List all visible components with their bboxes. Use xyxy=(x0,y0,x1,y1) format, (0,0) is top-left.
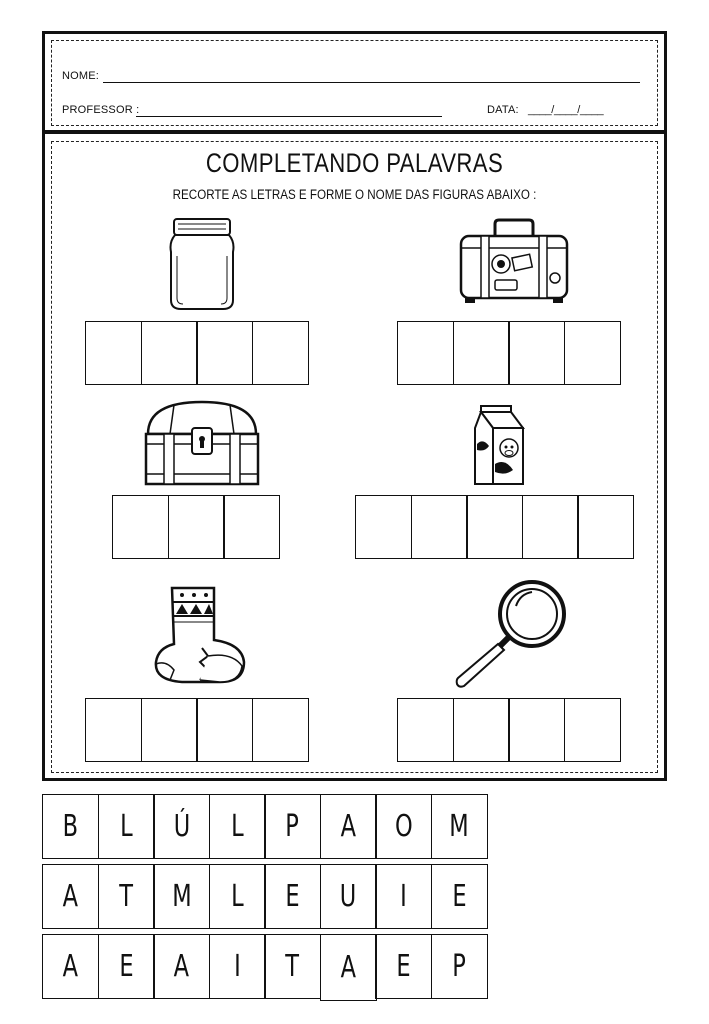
answer-box[interactable] xyxy=(564,698,621,762)
answer-box[interactable] xyxy=(223,495,280,559)
answer-box[interactable] xyxy=(196,321,253,385)
name-line xyxy=(103,82,640,83)
answer-box[interactable] xyxy=(196,698,253,762)
answer-box[interactable] xyxy=(252,321,309,385)
letter-tile[interactable]: Ú xyxy=(153,794,210,859)
answer-box[interactable] xyxy=(508,698,565,762)
teacher-line xyxy=(136,116,442,117)
letter-tile[interactable]: A xyxy=(42,934,99,999)
letter-tile[interactable]: E xyxy=(431,864,488,929)
magnifying-glass-icon xyxy=(454,578,568,690)
letter-tile[interactable]: M xyxy=(431,794,488,859)
answer-box[interactable] xyxy=(466,495,523,559)
letter-tile[interactable]: P xyxy=(264,794,321,859)
letter-tile[interactable]: O xyxy=(375,794,432,859)
answer-box[interactable] xyxy=(85,321,142,385)
sock-icon xyxy=(152,582,248,686)
answer-box[interactable] xyxy=(168,495,225,559)
letter-tile[interactable]: I xyxy=(209,934,266,999)
answer-box[interactable] xyxy=(453,698,510,762)
answer-boxes-sock[interactable] xyxy=(85,698,307,762)
letter-tile[interactable]: A xyxy=(320,934,377,1001)
answer-boxes-jar[interactable] xyxy=(85,321,307,385)
teacher-label: PROFESSOR : xyxy=(62,104,140,116)
letter-tile[interactable]: A xyxy=(42,864,99,929)
date-label: DATA: xyxy=(487,104,519,116)
letter-tile[interactable]: E xyxy=(98,934,155,999)
answer-boxes-magnifier[interactable] xyxy=(397,698,619,762)
milk-carton-icon xyxy=(471,404,531,488)
answer-boxes-suitcase[interactable] xyxy=(397,321,619,385)
letter-tile[interactable]: L xyxy=(209,864,266,929)
letter-tile[interactable]: T xyxy=(98,864,155,929)
answer-box[interactable] xyxy=(252,698,309,762)
letter-tile[interactable]: L xyxy=(98,794,155,859)
letter-tile[interactable]: P xyxy=(431,934,488,999)
answer-box[interactable] xyxy=(355,495,412,559)
answer-box[interactable] xyxy=(508,321,565,385)
letter-tile[interactable]: E xyxy=(375,934,432,999)
answer-box[interactable] xyxy=(411,495,468,559)
letter-tile[interactable]: E xyxy=(264,864,321,929)
answer-box[interactable] xyxy=(112,495,169,559)
answer-box[interactable] xyxy=(141,698,198,762)
letter-tile[interactable]: L xyxy=(209,794,266,859)
jar-icon xyxy=(165,216,239,312)
answer-box[interactable] xyxy=(522,495,579,559)
answer-box[interactable] xyxy=(564,321,621,385)
treasure-chest-icon xyxy=(140,398,264,488)
answer-box[interactable] xyxy=(397,698,454,762)
answer-box[interactable] xyxy=(577,495,634,559)
suitcase-icon xyxy=(455,218,573,304)
answer-box[interactable] xyxy=(453,321,510,385)
letter-tile[interactable]: A xyxy=(320,794,377,859)
letter-row-3 xyxy=(42,934,486,1001)
letter-tile[interactable]: B xyxy=(42,794,99,859)
date-slots: ____/____/____ xyxy=(528,104,604,116)
letter-row-2 xyxy=(42,864,486,929)
answer-boxes-milk[interactable] xyxy=(355,495,633,559)
letter-tile[interactable]: A xyxy=(153,934,210,999)
letter-row-1 xyxy=(42,794,486,859)
worksheet-instruction: RECORTE AS LETRAS E FORME O NOME DAS FIGURAS ABAIXO : xyxy=(172,187,537,202)
answer-box[interactable] xyxy=(141,321,198,385)
letter-tile[interactable]: T xyxy=(264,934,321,999)
answer-boxes-chest[interactable] xyxy=(112,495,279,559)
answer-box[interactable] xyxy=(85,698,142,762)
name-label: NOME: xyxy=(62,70,100,82)
letter-tile[interactable]: M xyxy=(153,864,210,929)
letter-tile[interactable]: I xyxy=(375,864,432,929)
worksheet-title: COMPLETANDO PALAVRAS xyxy=(205,148,504,178)
answer-box[interactable] xyxy=(397,321,454,385)
letter-tile[interactable]: U xyxy=(320,864,377,929)
